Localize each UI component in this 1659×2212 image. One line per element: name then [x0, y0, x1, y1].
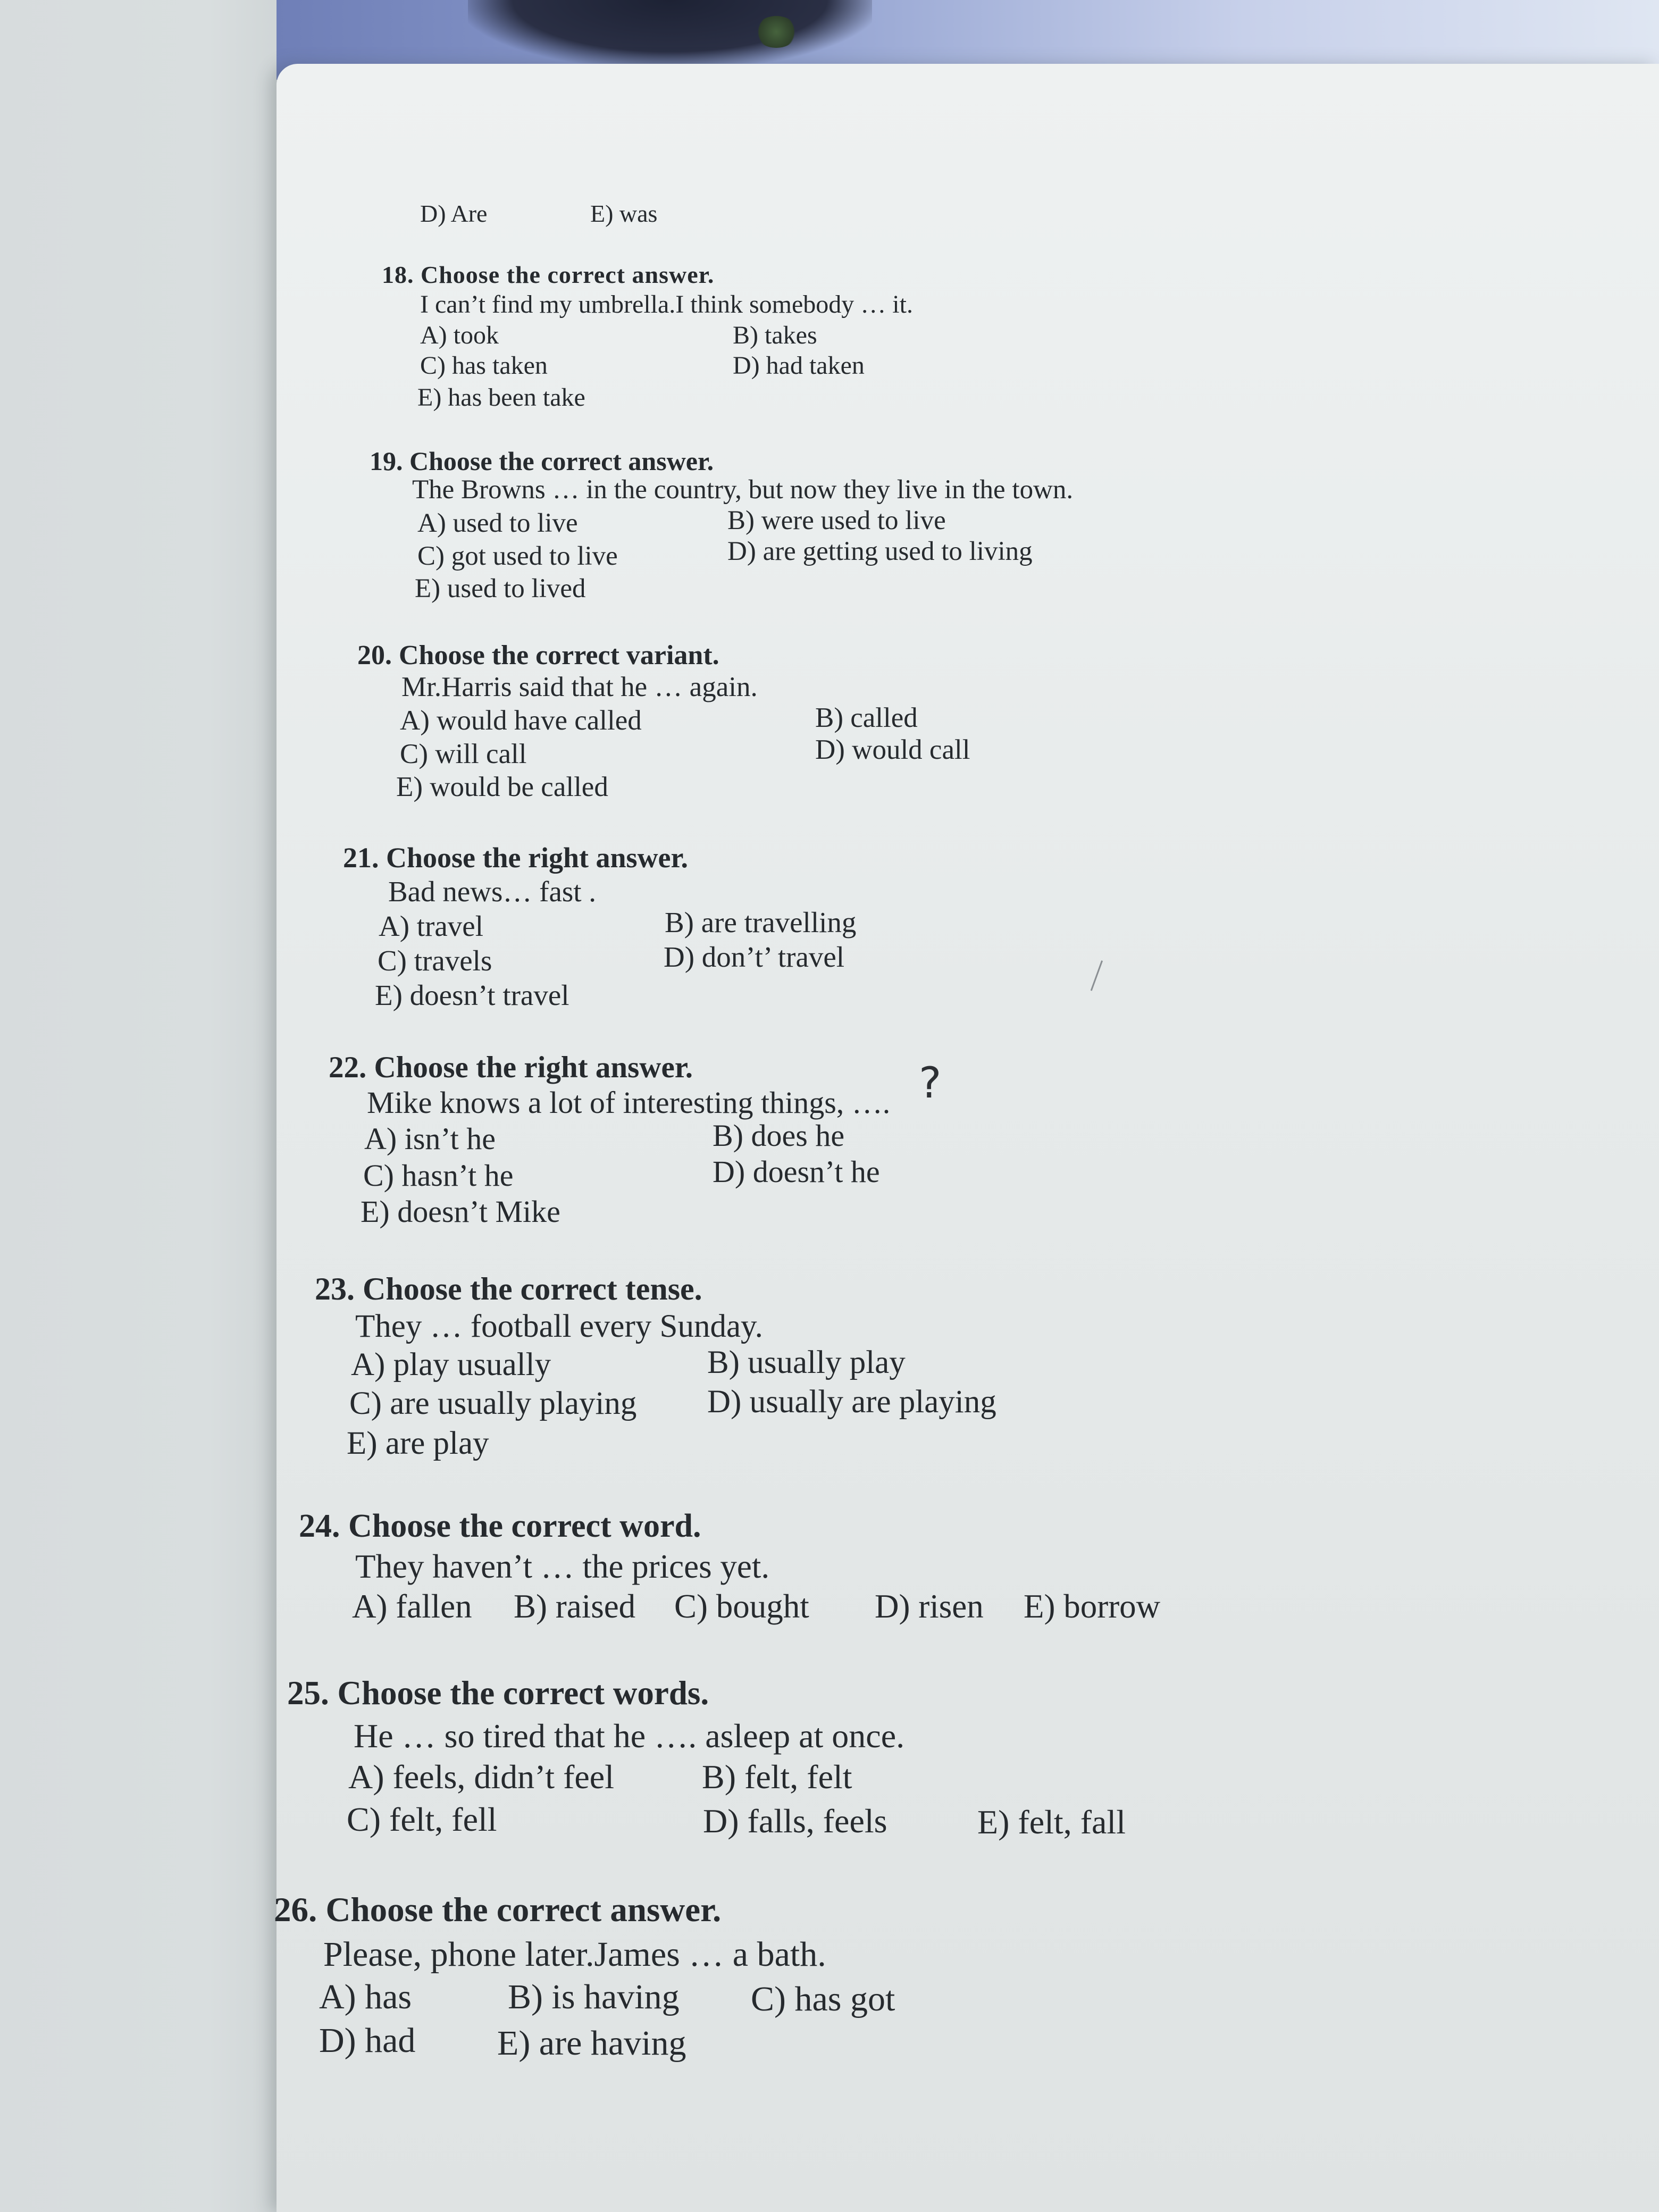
q22-stem: Mike knows a lot of interesting things, ….	[367, 1085, 891, 1120]
q20-option-d[interactable]: D) would call	[815, 734, 970, 765]
q23-option-b[interactable]: B) usually play	[707, 1345, 906, 1380]
q25-stem: He … so tired that he …. asleep at once.	[354, 1717, 905, 1755]
q19-option-c[interactable]: C) got used to live	[417, 541, 618, 571]
q23-heading: 23. Choose the correct tense.	[315, 1271, 702, 1306]
q22-option-c[interactable]: C) hasn’t he	[363, 1158, 514, 1193]
q25-option-e[interactable]: E) felt, fall	[977, 1803, 1126, 1841]
q24-stem: They haven’t … the prices yet.	[355, 1548, 770, 1585]
q23-option-e[interactable]: E) are play	[347, 1426, 489, 1461]
q24-option-b[interactable]: B) raised	[514, 1588, 636, 1625]
q21-heading: 21. Choose the right answer.	[343, 842, 689, 874]
q23-option-d[interactable]: D) usually are playing	[707, 1384, 996, 1420]
q23-option-c[interactable]: C) are usually playing	[349, 1386, 637, 1421]
q24-option-d[interactable]: D) risen	[875, 1588, 984, 1625]
q17-option-e: E) was	[590, 200, 658, 227]
q21-option-d[interactable]: D) don’t’ travel	[664, 941, 845, 973]
q22-option-a[interactable]: A) isn’t he	[364, 1121, 496, 1156]
q24-option-c[interactable]: C) bought	[674, 1588, 809, 1625]
q25-option-c[interactable]: C) felt, fell	[347, 1800, 497, 1838]
q20-option-a[interactable]: A) would have called	[400, 705, 642, 736]
q21-option-c[interactable]: C) travels	[378, 944, 492, 977]
q19-option-a[interactable]: A) used to live	[417, 508, 578, 538]
q24-option-e[interactable]: E) borrow	[1024, 1588, 1161, 1625]
q20-stem: Mr.Harris said that he … again.	[401, 672, 758, 702]
q23-stem: They … football every Sunday.	[355, 1309, 763, 1344]
q25-option-d[interactable]: D) falls, feels	[703, 1802, 887, 1840]
q26-option-a[interactable]: A) has	[319, 1978, 412, 2016]
q25-option-a[interactable]: A) feels, didn’t feel	[348, 1758, 614, 1796]
q20-heading: 20. Choose the correct variant.	[357, 640, 719, 671]
q18-heading: 18. Choose the correct answer.	[382, 261, 715, 288]
q23-option-a[interactable]: A) play usually	[351, 1347, 551, 1382]
q24-option-a[interactable]: A) fallen	[352, 1588, 472, 1625]
q18-option-b[interactable]: B) takes	[733, 321, 817, 349]
q22-option-d[interactable]: D) doesn’t he	[713, 1154, 880, 1189]
q25-heading: 25. Choose the correct words.	[287, 1674, 709, 1712]
q26-stem: Please, phone later.James … a bath.	[323, 1935, 826, 1974]
q26-option-c[interactable]: C) has got	[751, 1980, 895, 2018]
q26-option-e[interactable]: E) are having	[497, 2024, 686, 2063]
q20-option-e[interactable]: E) would be called	[396, 772, 608, 802]
q21-option-a[interactable]: A) travel	[379, 910, 483, 942]
q19-stem: The Browns … in the country, but now they live in the town.	[412, 475, 1074, 505]
q20-option-c[interactable]: C) will call	[400, 739, 527, 769]
pencil-mark	[1091, 960, 1118, 996]
q18-option-e[interactable]: E) has been take	[417, 383, 585, 412]
q18-option-c[interactable]: C) has taken	[420, 351, 548, 380]
q22-option-b[interactable]: B) does he	[713, 1118, 845, 1153]
q19-option-b[interactable]: B) were used to live	[727, 506, 946, 535]
q26-option-d[interactable]: D) had	[319, 2021, 416, 2060]
q19-option-d[interactable]: D) are getting used to living	[727, 537, 1033, 566]
q25-option-b[interactable]: B) felt, felt	[702, 1758, 852, 1796]
q26-heading: 26. Choose the correct answer.	[274, 1891, 722, 1929]
q19-option-e[interactable]: E) used to lived	[415, 574, 586, 604]
q21-stem: Bad news… fast .	[388, 875, 597, 908]
q18-stem: I can’t find my umbrella.I think somebody … it.	[420, 290, 913, 319]
q24-heading: 24. Choose the correct word.	[299, 1508, 701, 1544]
q18-option-a[interactable]: A) took	[420, 321, 499, 349]
handwritten-question-mark: ?	[919, 1058, 942, 1108]
q21-option-b[interactable]: B) are travelling	[665, 906, 857, 939]
q19-heading: 19. Choose the correct answer.	[370, 446, 714, 476]
q20-option-b[interactable]: B) called	[815, 702, 918, 733]
q22-heading: 22. Choose the right answer.	[329, 1051, 693, 1084]
q26-option-b[interactable]: B) is having	[508, 1978, 680, 2016]
q18-option-d[interactable]: D) had taken	[733, 351, 865, 380]
q17-option-d: D) Are	[420, 200, 488, 227]
q21-option-e[interactable]: E) doesn’t travel	[375, 979, 569, 1011]
q22-option-e[interactable]: E) doesn’t Mike	[361, 1194, 560, 1229]
